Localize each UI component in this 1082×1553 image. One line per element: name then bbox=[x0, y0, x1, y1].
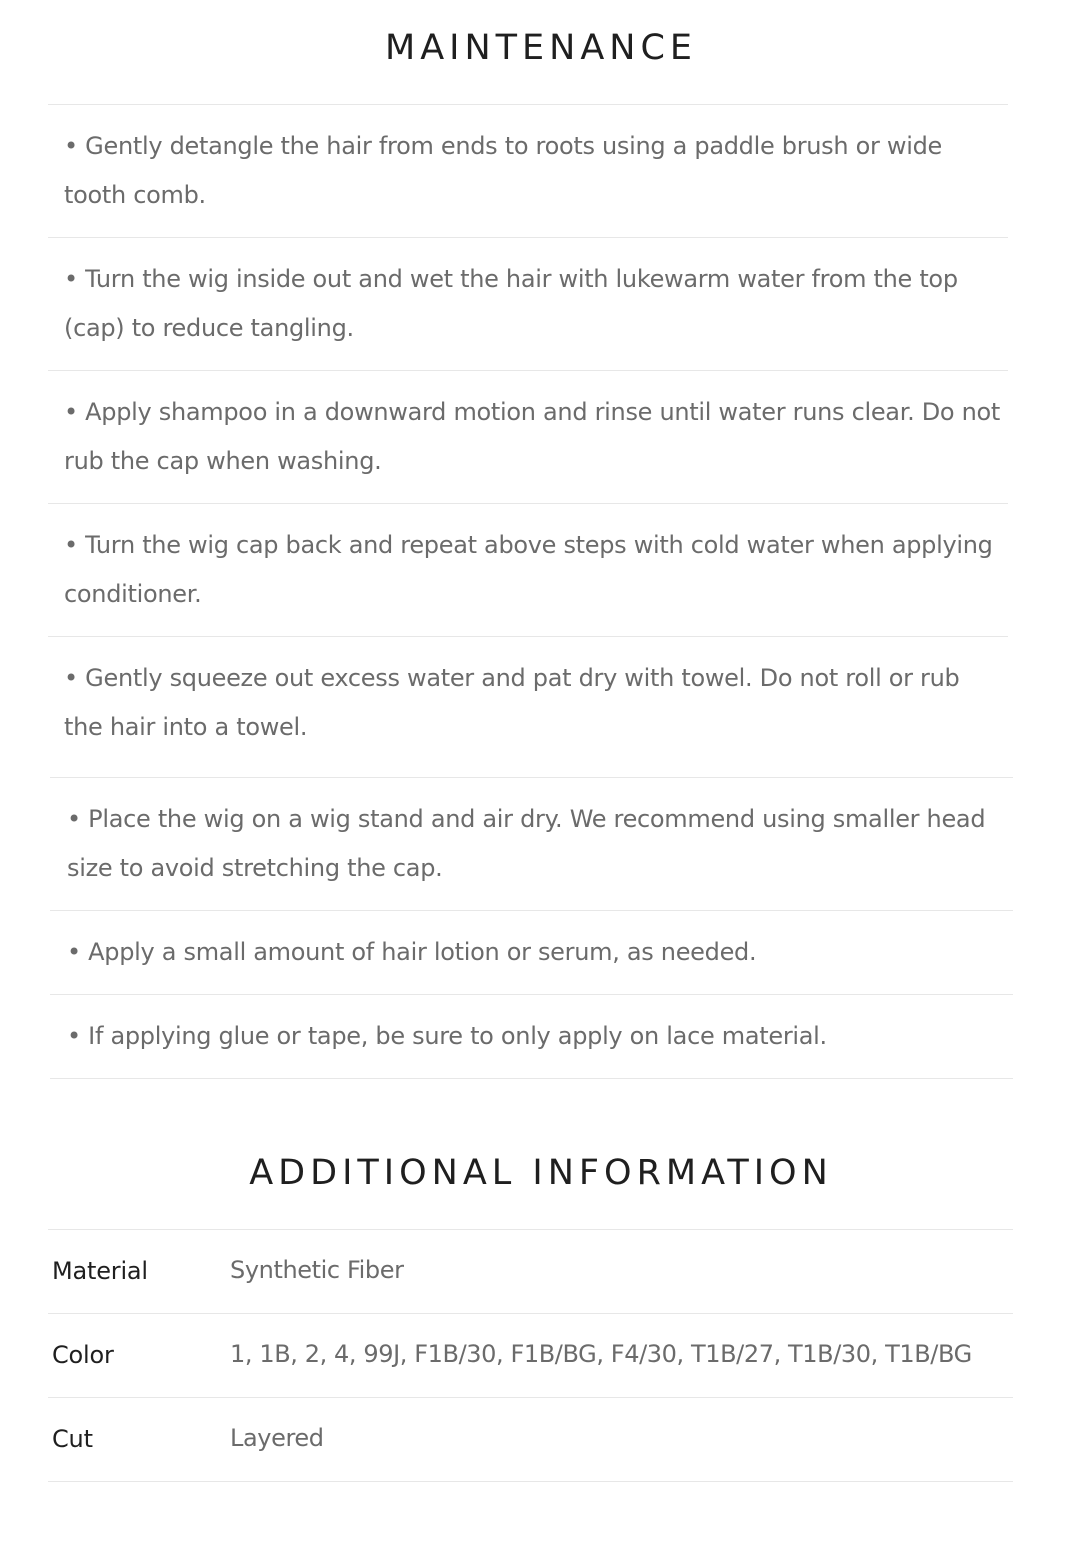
divider bbox=[48, 636, 1008, 637]
maintenance-item: • Turn the wig inside out and wet the hair with lukewarm water from the top (cap) to reduce tangling. bbox=[64, 265, 958, 342]
info-value-color: 1, 1B, 2, 4, 99J, F1B/30, F1B/BG, F4/30, T1B/27, T1B/30, T1B/BG bbox=[230, 1340, 972, 1368]
divider bbox=[48, 1481, 1013, 1482]
divider bbox=[50, 910, 1013, 911]
info-label-cut: Cut bbox=[52, 1425, 93, 1453]
divider bbox=[50, 777, 1013, 778]
divider bbox=[48, 104, 1008, 105]
additional-info-title: ADDITIONAL INFORMATION bbox=[249, 1153, 833, 1193]
maintenance-item: • Apply shampoo in a downward motion and rinse until water runs clear. Do not rub the cap when washing. bbox=[64, 398, 1001, 475]
maintenance-item: • Apply a small amount of hair lotion or serum, as needed. bbox=[67, 938, 757, 966]
maintenance-item: • Gently squeeze out excess water and pat dry with towel. Do not roll or rub the hair into a towel. bbox=[64, 664, 960, 741]
maintenance-item: • Place the wig on a wig stand and air dry. We recommend using smaller head size to avoid stretching the cap. bbox=[67, 805, 986, 882]
maintenance-item: • Gently detangle the hair from ends to roots using a paddle brush or wide tooth comb. bbox=[64, 132, 942, 209]
maintenance-title: MAINTENANCE bbox=[385, 28, 697, 68]
divider bbox=[48, 1397, 1013, 1398]
divider bbox=[48, 237, 1008, 238]
divider bbox=[50, 994, 1013, 995]
maintenance-item: • If applying glue or tape, be sure to only apply on lace material. bbox=[67, 1022, 827, 1050]
info-label-material: Material bbox=[52, 1257, 148, 1285]
info-label-color: Color bbox=[52, 1341, 114, 1369]
divider bbox=[48, 1229, 1013, 1230]
divider bbox=[48, 503, 1008, 504]
divider bbox=[48, 370, 1008, 371]
maintenance-item: • Turn the wig cap back and repeat above steps with cold water when applying conditioner. bbox=[64, 531, 993, 608]
divider bbox=[50, 1078, 1013, 1079]
info-value-material: Synthetic Fiber bbox=[230, 1256, 404, 1284]
divider bbox=[48, 1313, 1013, 1314]
info-value-cut: Layered bbox=[230, 1424, 324, 1452]
